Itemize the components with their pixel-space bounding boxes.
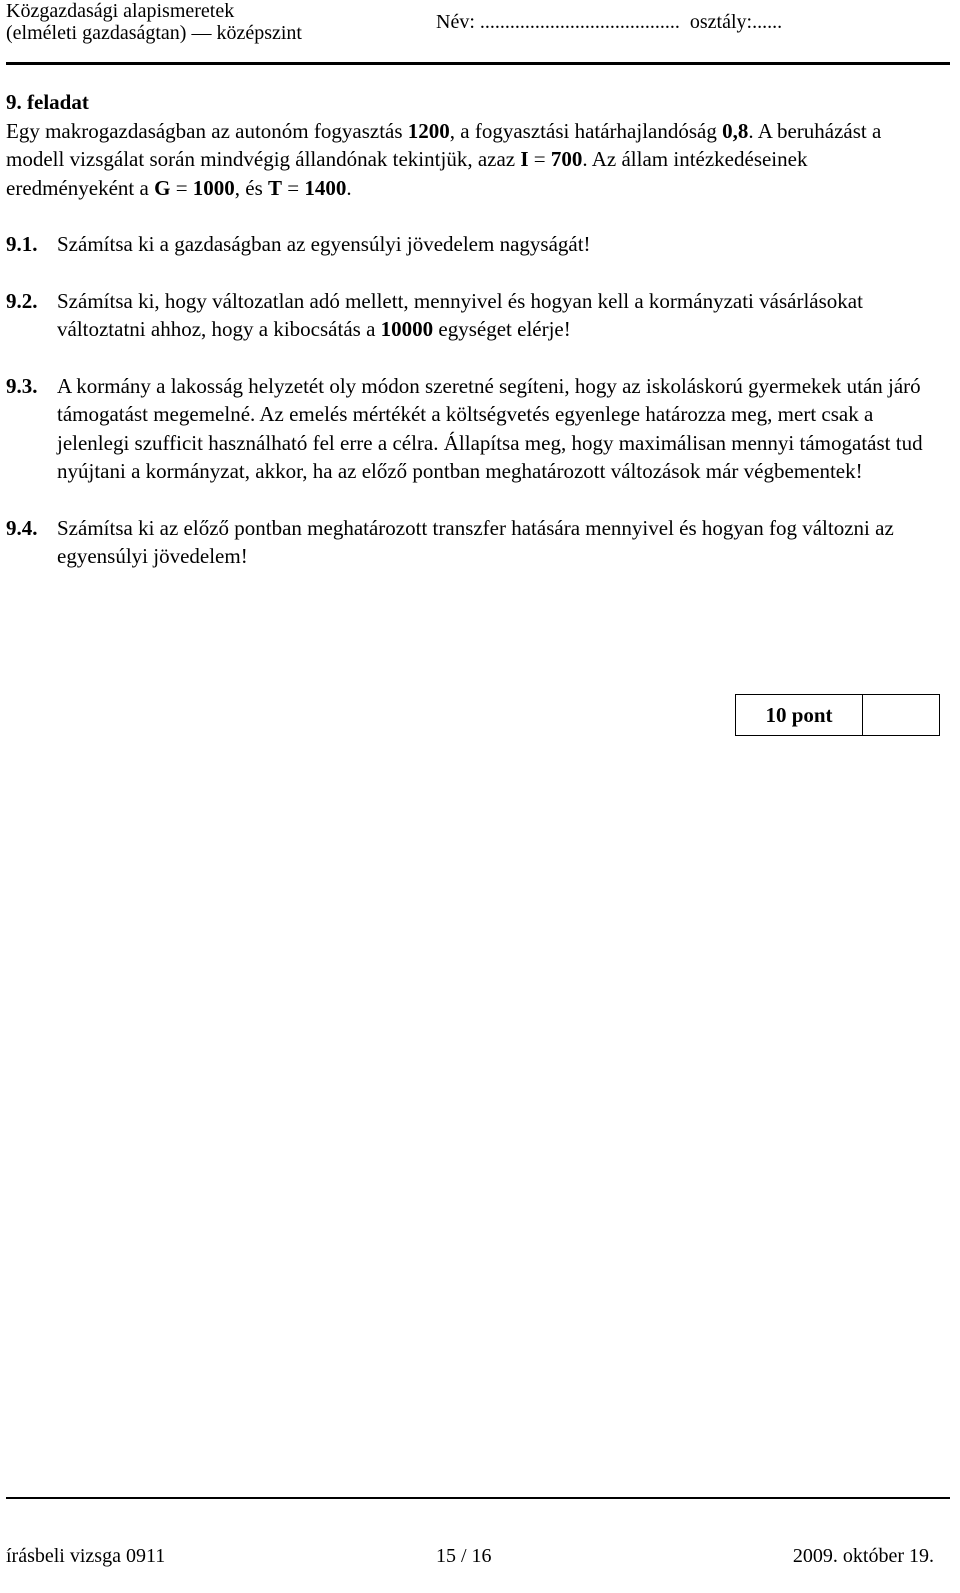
- points-label: 10 pont: [736, 695, 863, 735]
- class-field: osztály:......: [689, 11, 783, 33]
- task-body: [6, 88, 936, 571]
- points-box: [735, 694, 940, 736]
- exam-date: 2009. október 19.: [792, 1545, 934, 1567]
- subtask-9-4: [6, 514, 936, 571]
- subtask-number: 9.2.: [6, 288, 38, 313]
- task-intro: Egy makrogazdaságban az autonóm fogyasztás 1200, a fogyasztási határhajlandóság 0,8. A beruházást a modell vizsgálat során mindvégig állandónak tekintjük, azaz I = 700. Az állam intézkedéseinek eredményeként a G = 1000, és T = 1400.: [6, 118, 882, 200]
- page-header: [6, 0, 950, 66]
- subtask-9-1: [6, 230, 936, 259]
- subject-line-1: Közgazdasági alapismeretek: [6, 0, 235, 22]
- subtask-text: Számítsa ki, hogy változatlan adó mellett, mennyivel és hogyan kell a kormányzati vásárlásokat változtatni ahhoz, hogy a kibocsátás a 10000 egységet elérje!: [57, 288, 863, 341]
- subtask-number: 9.3.: [6, 373, 38, 398]
- footer-rule: [6, 1497, 950, 1499]
- subtask-number: 9.4.: [6, 515, 38, 540]
- student-fields: [436, 11, 782, 33]
- subject-title: [6, 0, 302, 44]
- points-score-cell: [863, 695, 939, 735]
- page-number: 15 / 16: [436, 1545, 492, 1567]
- subtask-9-2: [6, 287, 936, 344]
- exam-code: írásbeli vizsga 0911: [6, 1545, 166, 1567]
- subtask-9-3: [6, 372, 936, 486]
- subtask-number: 9.1.: [6, 232, 38, 256]
- subtask-text: Számítsa ki az előző pontban meghatározott transzfer hatására mennyivel és hogyan fog változni az egyensúlyi jövedelem!: [57, 515, 894, 568]
- subtask-text: A kormány a lakosság helyzetét oly módon szeretné segíteni, hogy az iskoláskorú gyermekek után járó támogatást megemelné. Az emelés mértékét a költségvetés egyenlege határozza meg, mert csak a jelenlegi szufficit használható fel erre a célra. Állapítsa meg, hogy maximálisan mennyi támogatást tud nyújtani a kormányzat, akkor, ha az előző pontban meghatározott változások már végbementek!: [57, 373, 923, 483]
- task-title: 9. feladat: [6, 90, 89, 114]
- subtask-text: Számítsa ki a gazdaságban az egyensúlyi jövedelem nagyságát!: [57, 232, 591, 256]
- name-field: Név: ........................................: [436, 11, 680, 33]
- header-rule: [6, 62, 950, 65]
- subject-line-2: (elméleti gazdaságtan) — középszint: [6, 22, 302, 44]
